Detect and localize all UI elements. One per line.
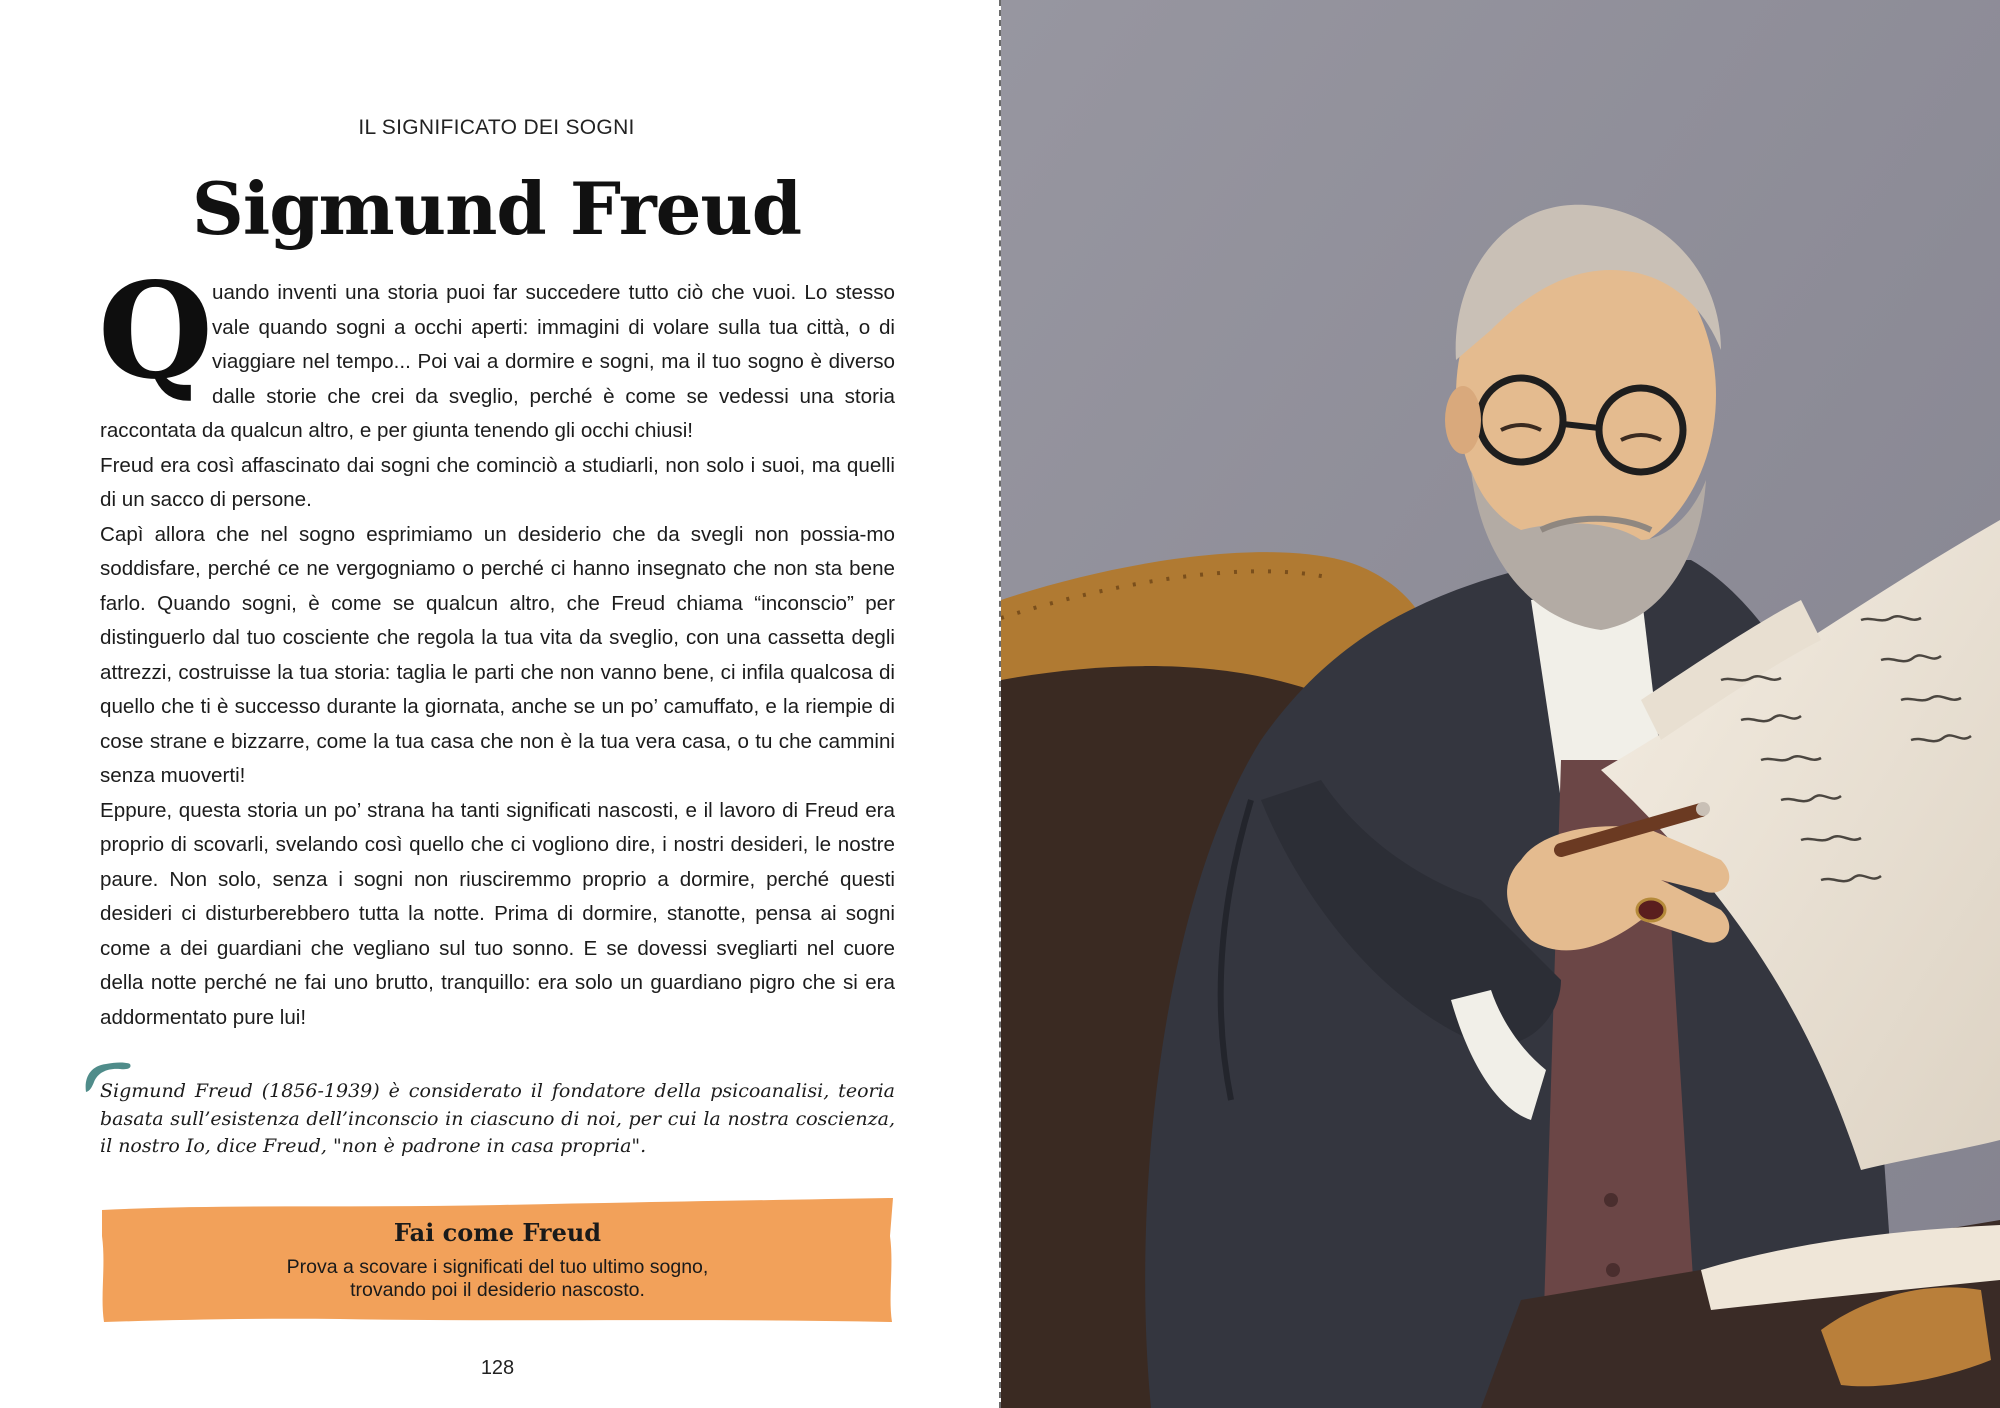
activity-box [100,1196,895,1324]
activity-line-1: Prova a scovare i significati del tuo ultimo sogno, [286,1256,709,1278]
freud-portrait-illustration [1001,0,2000,1408]
paragraph-1 [98,254,895,449]
paragraph-1-text: uando inventi una storia puoi far succedere tutto ciò che vuoi. Lo stesso vale quando sogni a occhi aperti: immagini di volare sulla tua città, o di viaggiare nel tempo... Poi vai a dormire e sogni, ma il tuo sogno è diverso dalle storie che crei da sveglio, perché è come se vedessi una storia raccontata da qualcun altro, e per giunta tenendo gli occhi chiusi! [100,281,895,442]
paragraph-4: Eppure, questa storia un po’ strana ha tanti significati nascosti, e il lavoro di Freud era proprio di scovarli, svelando così quello che ci vogliono dire, i nostri desideri, le nostre paure. Non solo, senza i sogni non riusciremmo proprio a dormire, perché questi desideri ci disturberebbero tutta la notte. Prima di dormire, stanotte, pensa ai sogni come a dei guardiani che vegliano sul tuo sonno. E se dovessi svegliarti nel cuore della notte perché ne fai uno brutto, tranquillo: era solo un guardiano pigro che si era addormentato pure lui! [100,798,895,1029]
illustration-page [1001,0,2000,1408]
activity-text [100,1256,895,1302]
activity-title: Fai come Freud [393,1218,602,1247]
section-kicker: IL SIGNIFICATO DEI SOGNI [358,116,635,139]
page-number: 128 [480,1357,515,1379]
biography-note: Sigmund Freud (1856-1939) è considerato il fondatore della psicoanalisi, teoria basata sull’esistenza dell’inconscio in ciascuno di noi, per cui la nostra coscienza, il nostro Io, dice Freud, "non è padrone in casa propria". [100,1080,895,1157]
page-title: Sigmund Freud [191,166,802,251]
drop-cap: Q [98,254,213,409]
paragraph-3: Capì allora che nel sogno esprimiamo un desiderio che da svegli non possia-mo soddisfare, perché ce ne vergogniamo o perché ci hanno insegnato che non sta bene farlo. Quando sogni, è come se qualcun altro, che Freud chiama “inconscio” per distinguerlo dal tuo cosciente che regola la tua vita da sveglio, con una cassetta degli attrezzi, costruisse la tua storia: taglia le parti che non vanno bene, ci infila qualcosa di quello che ti è successo durante la giornata, anche se un po’ camuffato, e la riempie di cose strane e bizzarre, come la tua casa che non è la tua vera casa, o tu che cammini senza muoverti! [100,522,895,787]
body-text [98,254,895,1035]
activity-line-2: trovando poi il desiderio nascosto. [350,1279,645,1301]
paragraph-2: Freud era così affascinato dai sogni che cominciò a studiarli, non solo i suoi, ma quelli di un sacco di persone. [100,453,895,511]
